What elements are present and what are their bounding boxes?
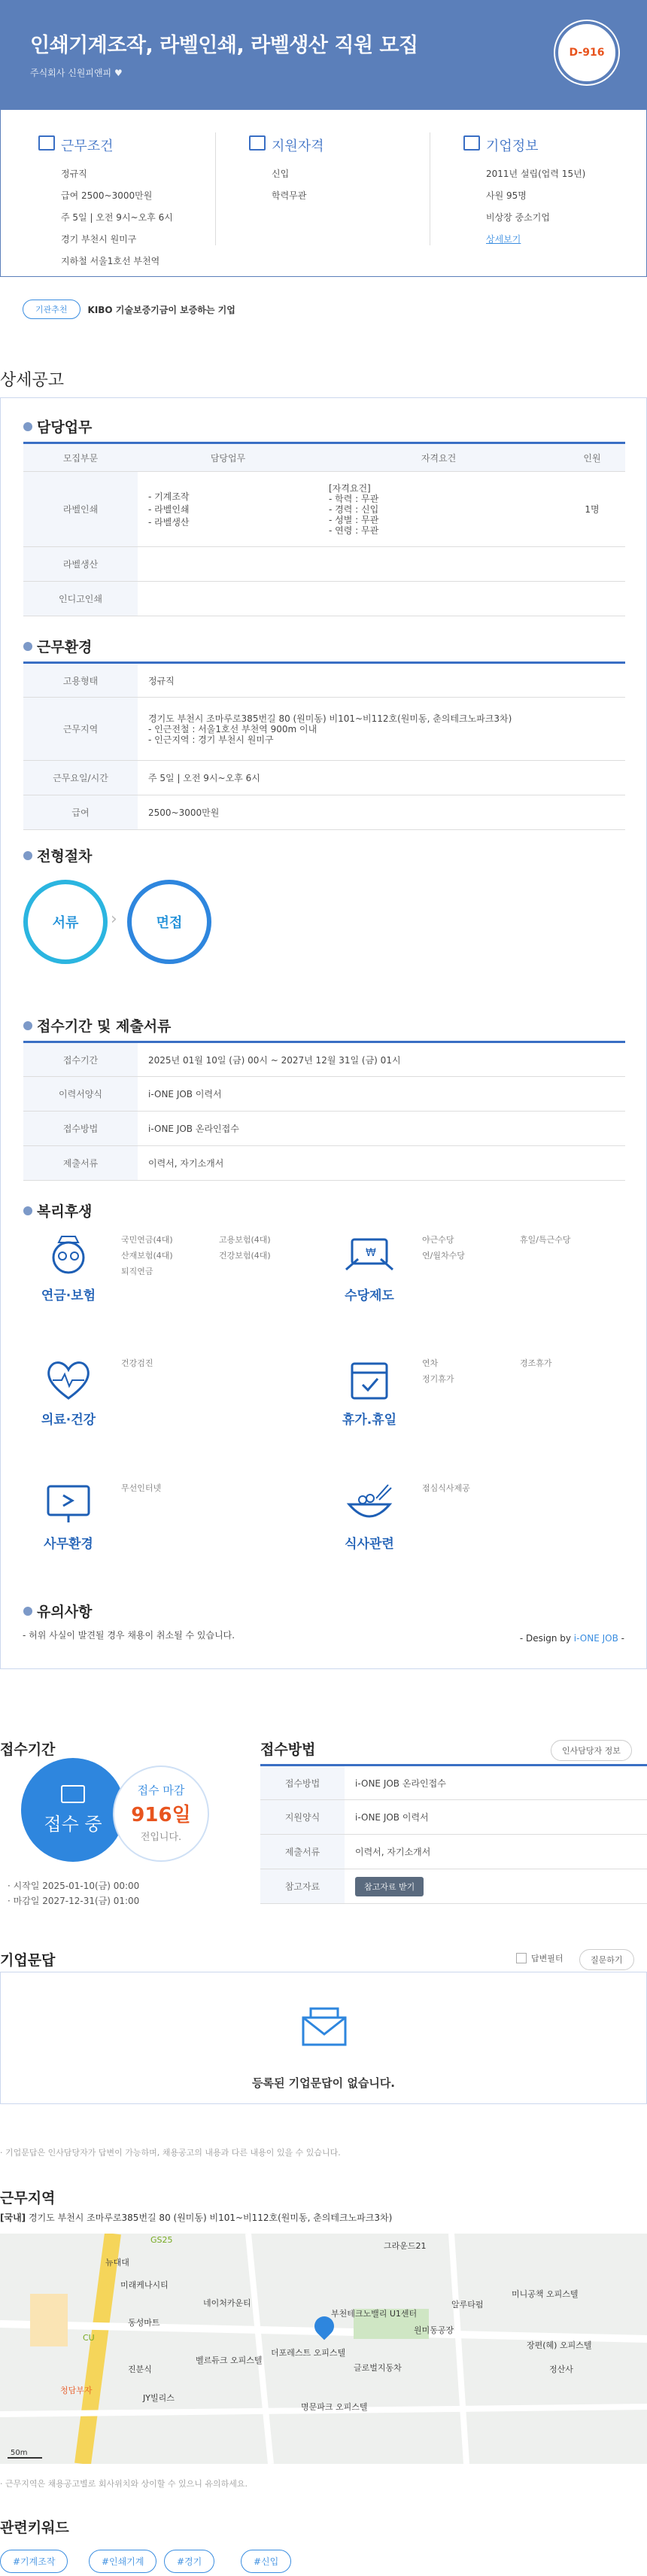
welfare-holiday: 휴가.휴일 <box>317 1358 422 1428</box>
kibo-notice <box>23 300 235 319</box>
division-cell: 라벨인쇄 <box>23 472 138 547</box>
table-row <box>260 1765 647 1800</box>
process-title: 전형절차 <box>23 845 92 865</box>
meal-icon <box>343 1482 396 1527</box>
envelope-icon <box>300 2006 348 2046</box>
salary: 급여 2500~3000만원 <box>61 190 153 201</box>
apply-status-circle: 접수 중 <box>21 1758 125 1862</box>
duty-table <box>23 442 625 616</box>
table-row <box>23 1146 625 1181</box>
row-label: 근무요일/시간 <box>23 761 138 795</box>
map-label: 글로벌지동차 <box>354 2363 402 2373</box>
recommend-badge: 기관추천 <box>23 300 80 319</box>
map-label: 정산사 <box>549 2365 573 2374</box>
map-scale: 50m <box>8 2449 42 2459</box>
dday-badge: D-916 <box>555 21 618 84</box>
company-info-column: 기업정보 2011년 설립(업력 15년) 사원 95명 비상장 중소기업 상세보기 <box>463 125 647 260</box>
table-row <box>23 795 625 830</box>
table-row <box>23 582 625 616</box>
row-value: 2025년 01월 10일 (금) 00시 ~ 2027년 12월 31일 (금) 01시 <box>138 1042 625 1077</box>
welfare-pension: 연금·보험 <box>16 1233 121 1303</box>
period-table <box>23 1041 625 1181</box>
process-step-document: 서류 <box>23 880 108 964</box>
col-header: 인원 <box>559 443 625 472</box>
answer-filter[interactable]: 답변필터 <box>516 1952 563 1964</box>
caution-text: - 허위 사실이 발견될 경우 채용이 취소될 수 있습니다. <box>23 1630 235 1641</box>
detail-section-title: 상세공고 <box>0 371 65 390</box>
row-value: 2500~3000만원 <box>138 795 625 830</box>
row-label: 고용형태 <box>23 663 138 698</box>
detail-panel <box>0 397 647 1669</box>
deadline-days: 916일 <box>131 1804 191 1826</box>
method-title: 접수방법 <box>260 1741 316 1758</box>
map-label: 더포레스트 오피스텔 <box>271 2348 346 2358</box>
map-label: 그라운드21 <box>384 2241 427 2251</box>
table-row <box>23 761 625 795</box>
keywords-title: 관련키워드 <box>0 2520 69 2536</box>
map-label: 뉴대대 <box>105 2258 129 2267</box>
subway: 지하철 서울1호선 부천역 <box>61 256 160 266</box>
welfare-meal: 식사관련 <box>317 1482 422 1552</box>
map-label: JY빌리스 <box>143 2393 175 2403</box>
map-label: 벨르듀크 오피스텔 <box>196 2356 263 2365</box>
posting-header <box>0 0 647 110</box>
row-value: i-ONE JOB 이력서 <box>345 1800 647 1835</box>
welfare-office: 사무환경 <box>16 1482 121 1552</box>
book-icon <box>61 1785 85 1803</box>
table-row <box>260 1835 647 1869</box>
row-label: 급여 <box>23 795 138 830</box>
table-row <box>23 663 625 698</box>
company-name[interactable]: 주식회사 신원피앤피 ♥ <box>30 68 123 78</box>
divider <box>215 132 216 245</box>
row-label: 근무지역 <box>23 698 138 761</box>
location-note: · 근무지역은 채용공고별로 회사위치와 상이할 수 있으니 유의하세요. <box>0 2479 248 2489</box>
start-date: · 시작일 2025-01-10(금) 00:00 <box>8 1881 140 1891</box>
map-label: 부천테크노밸리 U1센터 <box>331 2309 418 2319</box>
pension-icon <box>42 1233 95 1279</box>
map-label: 네이처카운티 <box>203 2298 251 2308</box>
location-title: 근무지역 <box>0 2190 56 2206</box>
welfare-health-list: 건강검진 <box>121 1358 153 1368</box>
reference-download-button[interactable]: 참고자료 받기 <box>355 1877 424 1896</box>
design-credit: - Design by i-ONE JOB - <box>519 1633 624 1644</box>
map-label: 진분식 <box>128 2365 152 2374</box>
table-row <box>23 472 625 547</box>
welfare-office-list: 무선인터넷 <box>121 1483 162 1493</box>
col-header: 담당업무 <box>138 443 318 472</box>
row-value: i-ONE JOB 온라인접수 <box>345 1765 647 1800</box>
table-row <box>23 547 625 582</box>
work-hours: 주 5일 | 오전 9시~오후 6시 <box>61 212 173 223</box>
deadline-suffix: 전입니다. <box>140 1832 182 1843</box>
requirement-cell: [자격요건] - 학력 : 무관 - 경력 : 신입 - 성별 : 무관 - 연령 : 무관 <box>318 472 559 547</box>
map-label: 동성마트 <box>128 2318 160 2328</box>
map-label: 청담부자 <box>60 2386 93 2395</box>
env-title: 근무환경 <box>23 636 92 656</box>
map-label: CU <box>83 2333 95 2343</box>
table-row <box>23 1112 625 1146</box>
welfare-pension-list: 국민연금(4대) 고용보험(4대) 산재보험(4대) 건강보험(4대) 퇴직연금 <box>121 1235 271 1276</box>
hr-contact-button[interactable]: 인사담당자 정보 <box>551 1740 632 1761</box>
row-label: 제출서류 <box>23 1146 138 1181</box>
map-label: 장편(혜) 오피스텔 <box>527 2340 592 2350</box>
company-type: 비상장 중소기업 <box>486 212 550 223</box>
keyword-tag[interactable]: #신입 <box>241 2550 291 2573</box>
ask-question-button[interactable]: 질문하기 <box>579 1949 634 1970</box>
map-label: 미니공책 오피스텔 <box>512 2289 579 2299</box>
page-title: 인쇄기계조작, 라벨인쇄, 라벨생산 직원 모집 <box>30 34 418 57</box>
duty-title: 담당업무 <box>23 416 92 436</box>
row-label: 접수방법 <box>260 1765 345 1800</box>
monitor-icon <box>42 1482 95 1527</box>
row-label: 접수기간 <box>23 1042 138 1077</box>
qna-title: 기업문답 <box>0 1952 56 1969</box>
col-header: 자격요건 <box>318 443 559 472</box>
map-label: 원미동공장 <box>414 2325 454 2335</box>
calendar-icon <box>343 1358 396 1403</box>
apply-title: 접수기간 <box>0 1741 56 1758</box>
row-value: i-ONE JOB 온라인접수 <box>138 1112 625 1146</box>
education: 학력무관 <box>272 190 307 201</box>
id-card-icon <box>249 135 266 151</box>
qna-note: · 기업문답은 인사담당자가 답변이 가능하며, 채용공고의 내용과 다른 내용이 있을 수 있습니다. <box>0 2148 341 2158</box>
conditions-column: 근무조건 정규직 급여 2500~3000만원 주 5일 | 오전 9시~오후 6시 경기 부천시 원미구 지하철 서울1호선 부천역 <box>38 125 234 260</box>
welfare-allowance-list: 야근수당 휴일/특근수당 연/월차수당 <box>422 1235 571 1261</box>
qna-empty: 등록된 기업문답이 없습니다. <box>251 2076 396 2090</box>
welfare-holiday-list: 연차 경조휴가 정기휴가 <box>422 1358 552 1384</box>
building-icon <box>38 135 55 151</box>
welfare-allowance: ₩ 수당제도 <box>317 1233 422 1303</box>
location-address: [국내] 경기도 부천시 조마루로385번길 80 (원미동) 비101~비112호(원미동, 춘의테크노파크3차) <box>0 2213 393 2223</box>
map-label: 명문파크 오피스텔 <box>301 2402 368 2412</box>
work-region: 경기 부천시 원미구 <box>61 234 137 245</box>
row-value: 이력서, 자기소개서 <box>345 1835 647 1869</box>
row-label: 참고자료 <box>260 1869 345 1904</box>
division-cell: 인디고인쇄 <box>23 582 138 616</box>
table-row <box>23 1077 625 1112</box>
founded: 2011년 설립(업력 15년) <box>486 169 586 179</box>
row-value: i-ONE JOB 이력서 <box>138 1077 625 1112</box>
row-value: 정규직 <box>138 663 625 698</box>
map-label: 알루타펌 <box>451 2300 484 2310</box>
summary-panel <box>0 110 647 277</box>
company-icon <box>463 135 480 151</box>
headcount-cell: 1명 <box>559 472 625 547</box>
location-map[interactable] <box>0 2234 647 2464</box>
division-cell: 라벨생산 <box>23 547 138 582</box>
row-label: 이력서양식 <box>23 1077 138 1112</box>
row-value: 이력서, 자기소개서 <box>138 1146 625 1181</box>
row-label: 제출서류 <box>260 1835 345 1869</box>
deadline-circle <box>113 1765 209 1862</box>
col-header: 모집부문 <box>23 443 138 472</box>
table-row <box>260 1800 647 1835</box>
answer-filter-checkbox[interactable] <box>516 1953 527 1963</box>
career-level: 신입 <box>272 169 290 179</box>
qna-box <box>0 1972 647 2104</box>
chevron-right-icon: › <box>111 910 117 929</box>
map-label: 미래케나시티 <box>120 2280 169 2290</box>
method-table <box>260 1764 647 1904</box>
welfare-title: 복리후생 <box>23 1200 92 1221</box>
table-row <box>23 698 625 761</box>
health-icon <box>42 1358 95 1403</box>
employees: 사원 95명 <box>486 190 527 201</box>
svg-text:₩: ₩ <box>366 1247 376 1259</box>
apply-dates <box>8 1878 139 1908</box>
duty-cell: - 기계조작 - 라벨인쇄 - 라벨생산 <box>138 472 318 547</box>
allowance-icon <box>343 1233 396 1279</box>
row-value: 경기도 부천시 조마루로385번길 80 (원미동) 비101~비112호(원미동, 춘의테크노파크3차) - 인근전철 : 서울1호선 부천역 900m 이내 - 인근지역 : 경기 부천시 원미구 <box>138 698 625 761</box>
keyword-tag[interactable]: #기계조작 <box>0 2550 68 2573</box>
table-row <box>23 1042 625 1077</box>
welfare-health: 의료·건강 <box>16 1358 121 1428</box>
welfare-meal-list: 점심식사제공 <box>422 1483 470 1493</box>
table-row <box>260 1869 647 1904</box>
deadline-label: 접수 마감 <box>137 1784 185 1797</box>
map-label: GS25 <box>150 2235 173 2245</box>
company-detail-link[interactable]: 상세보기 <box>486 234 521 245</box>
heart-icon[interactable]: ♥ <box>114 68 123 78</box>
row-label: 지원양식 <box>260 1800 345 1835</box>
caution-title: 유의사항 <box>23 1601 92 1621</box>
qualification-column: 지원자격 신입 학력무관 <box>249 125 445 260</box>
end-date: · 마감일 2027-12-31(금) 01:00 <box>8 1896 140 1906</box>
process-step-interview: 면접 <box>127 880 211 964</box>
row-value: 주 5일 | 오전 9시~오후 6시 <box>138 761 625 795</box>
employment-type: 정규직 <box>61 169 87 179</box>
keyword-tag[interactable]: #인쇄기계 <box>89 2550 156 2573</box>
period-title: 접수기간 및 제출서류 <box>23 1015 171 1036</box>
keyword-tag[interactable]: #경기 <box>164 2550 214 2573</box>
env-table <box>23 661 625 830</box>
row-label: 접수방법 <box>23 1112 138 1146</box>
kibo-text: KIBO 기술보증기금이 보증하는 기업 <box>87 304 235 315</box>
